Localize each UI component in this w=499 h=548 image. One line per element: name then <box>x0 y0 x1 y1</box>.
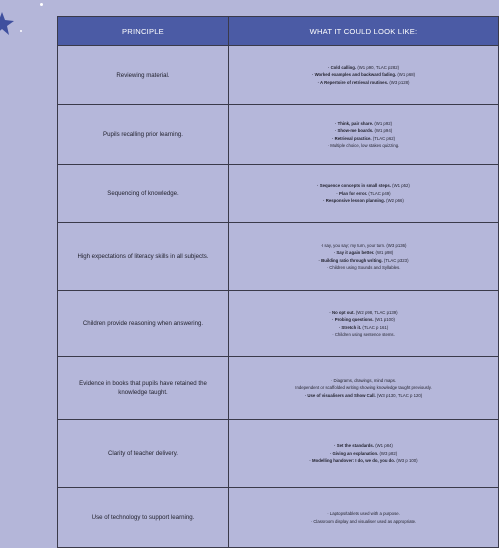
principles-table <box>57 16 499 548</box>
example-line <box>235 324 492 331</box>
example-reference: (W1 p94) <box>373 128 393 134</box>
principle-cell: Use of technology to support learning. <box>58 488 229 548</box>
example-strategy: · Modelling handover: I do, we do, you do. <box>309 458 396 464</box>
table-row <box>58 488 499 548</box>
example-line <box>235 450 492 457</box>
example-line <box>235 182 492 189</box>
example-reference: ·I say, you say; my turn, your turn. (W3 p136) <box>320 242 407 248</box>
example-line <box>235 190 492 197</box>
example-strategy: · Say it again better. <box>333 250 375 256</box>
example-reference: (W3 p130, TLAC p 120) <box>375 392 423 398</box>
table-row <box>58 105 499 165</box>
table-header-row <box>58 17 499 46</box>
example-line <box>235 442 492 449</box>
example-reference: (W2 p98, TLAC p139) <box>354 309 398 315</box>
example-reference: (TLAC p62) <box>371 135 396 141</box>
principle-cell: Reviewing material. <box>58 46 229 105</box>
example-line <box>235 79 492 86</box>
example-line <box>235 242 492 249</box>
example-strategy: · Worked examples and backward fading. <box>311 72 397 78</box>
example-reference: (W1 p98) <box>374 250 394 256</box>
example-reference: (TLAC p 161) <box>361 324 389 330</box>
example-reference: (W3 p128) <box>388 79 410 85</box>
example-line <box>235 264 492 271</box>
principle-cell: Pupils recalling prior learning. <box>58 105 229 165</box>
example-line <box>235 384 492 391</box>
principle-cell: Evidence in books that pupils have retained the knowledge taught. <box>58 357 229 420</box>
looks-like-cell <box>229 105 499 165</box>
example-reference: · Classroom display and visualiser used as appropriate. <box>310 518 417 524</box>
principle-cell: Children provide reasoning when answering. <box>58 291 229 357</box>
table-row <box>58 223 499 291</box>
example-strategy: · Set the standards. <box>334 443 374 449</box>
header-looks-like: WHAT IT COULD LOOK LIKE: <box>229 17 499 46</box>
example-strategy: · Giving an explanation. <box>329 450 379 456</box>
table-row <box>58 357 499 420</box>
example-line <box>235 71 492 78</box>
table-row <box>58 291 499 357</box>
example-strategy: · Show-me boards. <box>334 128 374 134</box>
example-strategy: · Building ratio through writing. <box>318 257 383 263</box>
example-reference: · Diagrams, drawings, mind maps. <box>330 377 397 383</box>
example-reference: · Laptops/tablets used with a purpose. <box>327 511 400 517</box>
table-body <box>58 46 499 548</box>
example-reference: · Children using Sounds and Syllables. <box>326 264 401 270</box>
example-strategy: · Use of visualisers and Show Call. <box>304 392 376 398</box>
example-reference: (W1 p84) <box>374 443 393 449</box>
example-strategy: · Retrieval practice. <box>331 135 372 141</box>
example-line <box>235 510 492 517</box>
example-strategy: · Sequence concepts in small steps. <box>317 183 391 189</box>
example-line <box>235 392 492 399</box>
looks-like-cell <box>229 165 499 223</box>
example-line <box>235 377 492 384</box>
principle-cell: Clarity of teacher delivery. <box>58 420 229 488</box>
example-reference: (W1 p92) <box>373 120 393 126</box>
sparkle-dot <box>20 30 22 32</box>
star-decoration-icon <box>0 8 16 38</box>
example-strategy: · No opt out. <box>329 309 355 315</box>
table-row <box>58 46 499 105</box>
principles-table-container <box>57 16 498 548</box>
example-line <box>235 135 492 142</box>
example-strategy: · Cold calling. <box>327 64 357 70</box>
example-reference: (TLAC p323) <box>382 257 409 263</box>
principle-cell: Sequencing of knowledge. <box>58 165 229 223</box>
example-strategy: · Responsive lesson planning. <box>323 198 385 204</box>
example-reference: (TLAC p49) <box>367 190 391 196</box>
principle-cell: High expectations of literacy skills in all subjects. <box>58 223 229 291</box>
example-line <box>235 518 492 525</box>
example-strategy: · Think, pair share. <box>334 120 374 126</box>
example-line <box>235 120 492 127</box>
example-line <box>235 257 492 264</box>
example-line <box>235 197 492 204</box>
example-line <box>235 64 492 71</box>
example-reference: · Multiple choice, low stakes quizzing. <box>327 142 400 148</box>
example-strategy: · Probing questions. <box>332 317 374 323</box>
looks-like-cell <box>229 357 499 420</box>
example-strategy: · Stretch it. <box>338 324 362 330</box>
example-line <box>235 142 492 149</box>
header-principle: PRINCIPLE <box>58 17 229 46</box>
example-reference: (W2 p66) <box>384 198 404 204</box>
table-row <box>58 420 499 488</box>
example-reference: · Children using sentence stems. <box>332 331 395 337</box>
example-reference: (W3 p82) <box>378 450 398 456</box>
example-line <box>235 309 492 316</box>
example-reference: (W1 p100) <box>373 317 395 323</box>
looks-like-cell <box>229 223 499 291</box>
example-reference: (W1 p68) <box>396 72 416 78</box>
example-line <box>235 316 492 323</box>
example-line <box>235 249 492 256</box>
looks-like-cell <box>229 488 499 548</box>
example-line <box>235 331 492 338</box>
example-strategy: · A Repertoire of retrieval routines. <box>317 79 389 85</box>
sparkle-dot <box>40 3 43 6</box>
looks-like-cell <box>229 291 499 357</box>
example-reference: (W3 p 100) <box>395 458 418 464</box>
example-reference: (W1 p52) <box>390 183 410 189</box>
example-reference: (W1 p90, TLAC p282) <box>356 64 400 70</box>
example-reference: Independent or scaffolded writing showing knowledge taught previously. <box>295 385 432 391</box>
example-line <box>235 127 492 134</box>
table-row <box>58 165 499 223</box>
looks-like-cell <box>229 420 499 488</box>
example-line <box>235 457 492 464</box>
looks-like-cell <box>229 46 499 105</box>
example-strategy: · Plan for error. <box>336 190 368 196</box>
